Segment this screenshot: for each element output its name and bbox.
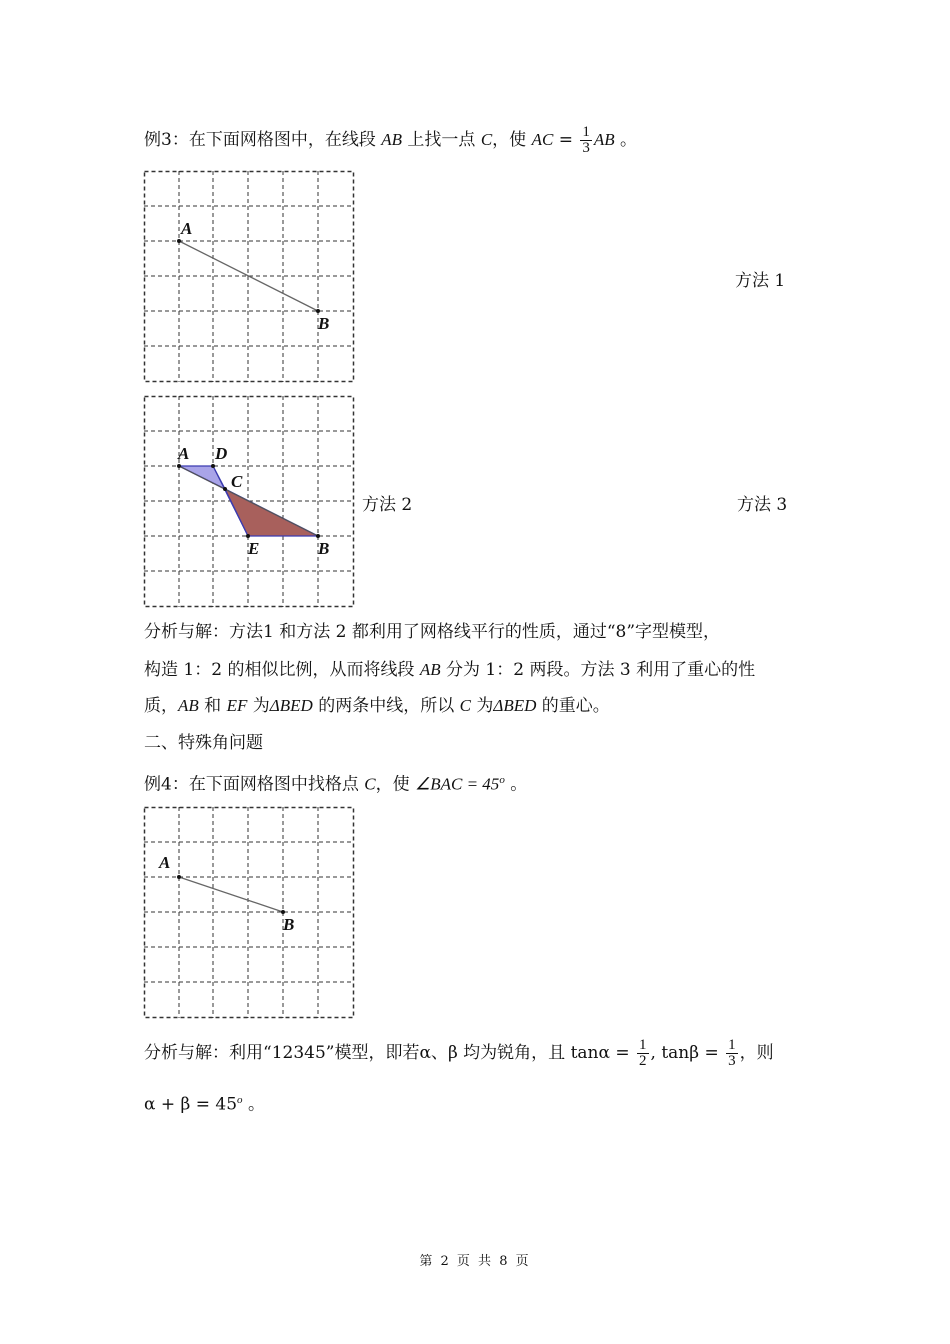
label-e: E	[248, 539, 260, 558]
label-b: B	[283, 915, 295, 934]
point-b	[316, 534, 320, 538]
point-a	[177, 875, 181, 879]
segment-ab	[179, 877, 283, 912]
method-3-label: 方法 3	[737, 495, 788, 515]
label-b: B	[318, 539, 330, 558]
label-a: A	[181, 219, 193, 238]
point-d	[211, 464, 215, 468]
analysis2-line2: $\alpha + \beta = 45^o$ 。	[144, 1094, 265, 1115]
label-a: A	[159, 853, 171, 872]
analysis2-line1: 分析与解：利用“12345”模型，即若α、β 均为锐角，且 tanα = $\frac{1}{2}$ , tanβ = $\frac{1}{3}$ ，则	[144, 1037, 774, 1069]
point-c	[223, 487, 227, 491]
point-a	[177, 239, 181, 243]
label-b: B	[318, 314, 330, 333]
label-a: A	[178, 444, 190, 463]
point-b	[281, 910, 285, 914]
point-a	[177, 464, 181, 468]
example4-heading: 例4：在下面网格图中找格点 C，使 ∠BAC = $45^o$ 。	[144, 774, 528, 795]
label-c: C	[231, 472, 243, 491]
point-e	[246, 534, 250, 538]
method-2-label: 方法 2	[362, 495, 413, 515]
analysis1-line1: 分析与解：方法1 和方法 2 都利用了网格线平行的性质，通过“8”字型模型，	[144, 622, 721, 642]
fraction-one-third: $\frac{1}{3}$	[582, 124, 590, 156]
grid-figure-1	[143, 170, 355, 383]
analysis1-line3: 质，AB 和 EF 为ΔBED 的两条中线，所以 C 为ΔBED 的重心。	[144, 696, 610, 716]
fraction-one-half: $\frac{1}{2}$	[639, 1037, 647, 1069]
example3-heading: 例3：在下面网格图中，在线段 AB 上找一点 C，使 AC = $\frac{1}{3}$ AB 。	[144, 124, 638, 156]
section-title: 二、特殊角问题	[144, 733, 263, 753]
analysis1-line2: 构造 1：2 的相似比例，从而将线段 AB 分为 1：2 两段。方法 3 利用了重心的性	[144, 660, 756, 680]
grid-figure-2	[143, 395, 355, 608]
grid-figure-3	[143, 806, 355, 1019]
fraction-one-third: $\frac{1}{3}$	[728, 1037, 736, 1069]
page-footer: 第 2 页 共 8 页	[419, 1254, 531, 1269]
point-b	[316, 309, 320, 313]
method-1-label: 方法 1	[735, 271, 786, 291]
label-d: D	[215, 444, 228, 463]
